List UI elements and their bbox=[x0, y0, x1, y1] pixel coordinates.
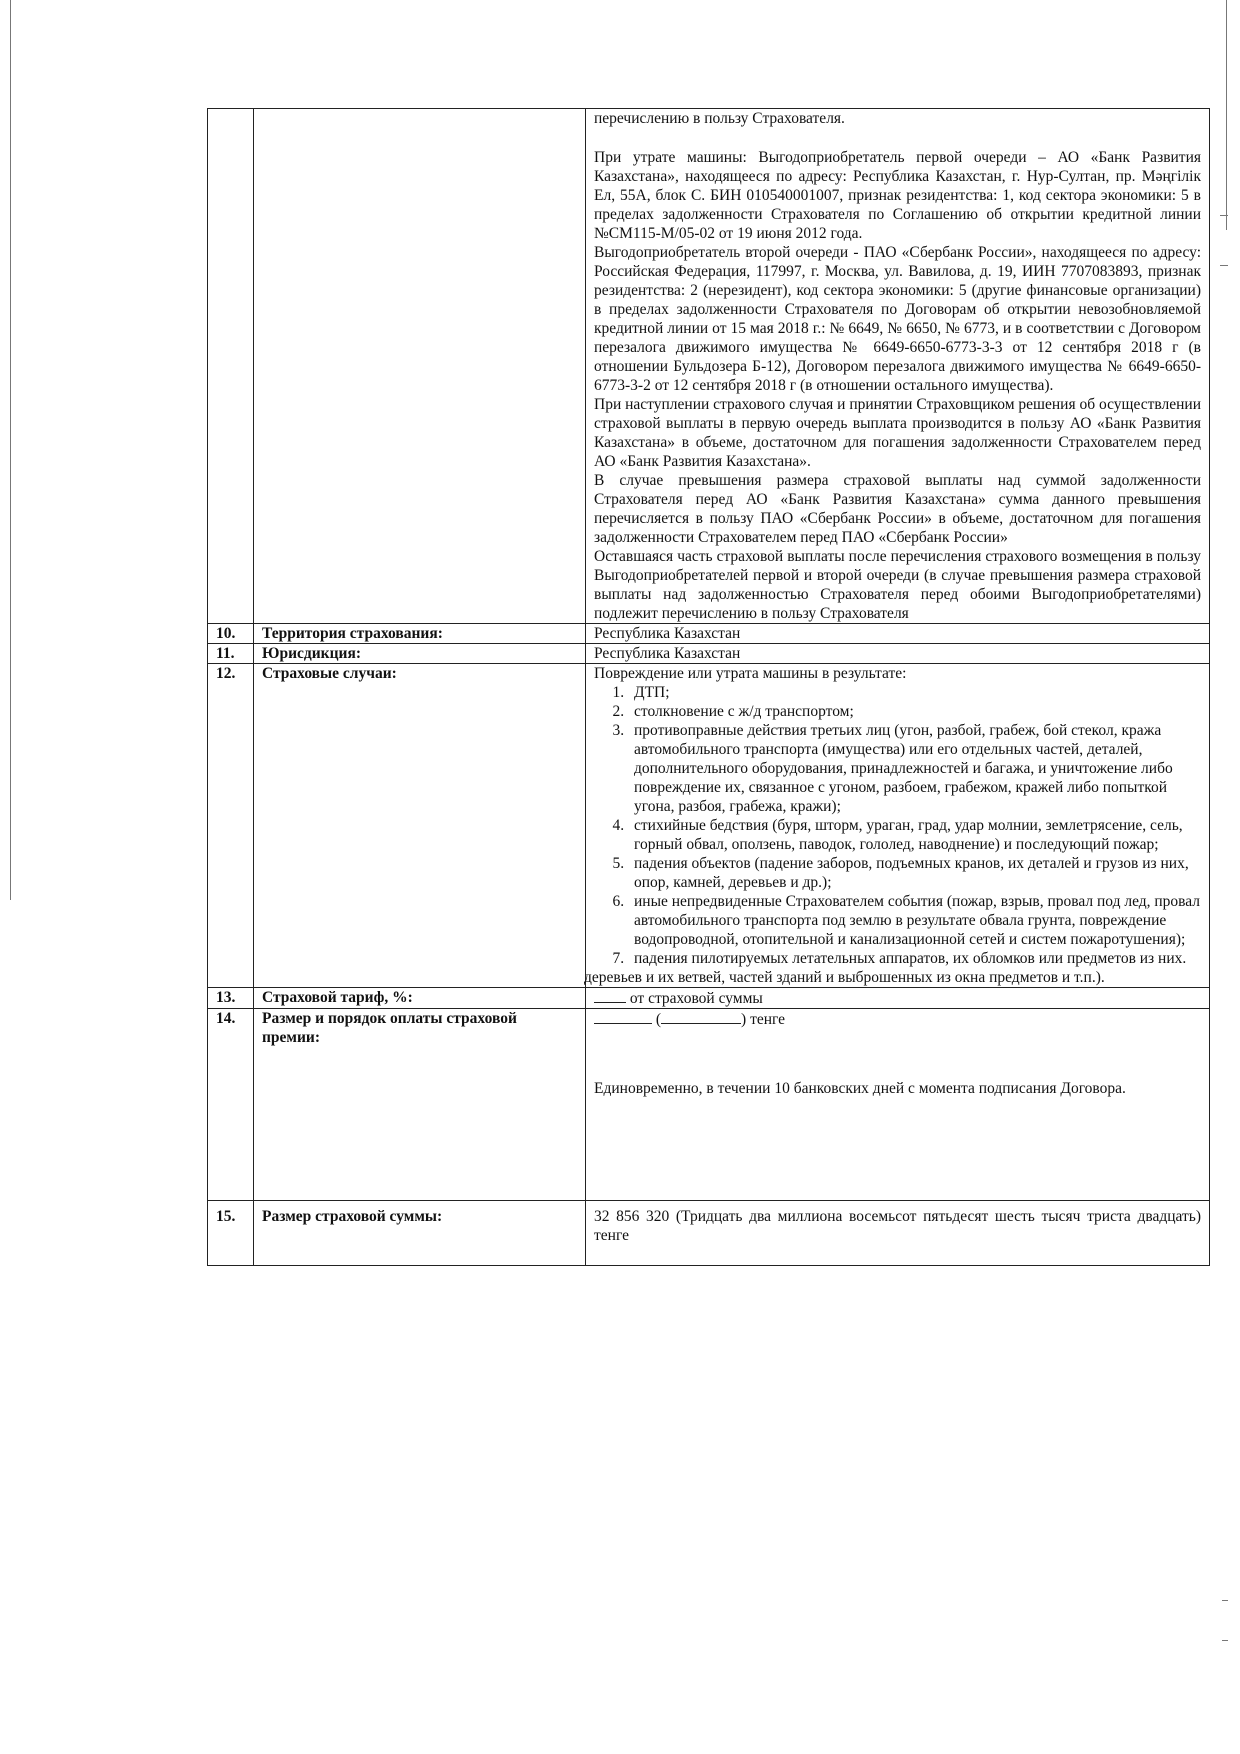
paragraph-excess-payment: В случае превышения размера страховой выплаты над суммой задолженности Страхователя перед АО «Банк Развития Казахстана» сумма данного превышения перечисляется в пользу ПАО «Сбербанк России» в объеме, достаточном для погашения задолженности Страхователем перед ПАО «Сбербанк России» bbox=[594, 472, 1201, 546]
table-row-continuation bbox=[208, 109, 1210, 624]
row-label: Размер страховой суммы: bbox=[254, 1201, 586, 1266]
table-row-sum-insured bbox=[208, 1201, 1210, 1266]
premium-amount-line bbox=[594, 1009, 1201, 1029]
row-number: 14. bbox=[208, 1009, 254, 1201]
list-item: 6. иные непредвиденные Страхователем события (пожар, взрыв, провал под лед, провал автомобильного транспорта под землю в результате обвала грунта, повреждение водопроводной, отопительной и канализационной сетей и систем пожаротушения); bbox=[628, 892, 1201, 949]
premium-currency: ) тенге bbox=[741, 1011, 786, 1028]
row-label: Страховые случаи: bbox=[254, 664, 586, 988]
premium-payment-terms: Единовременно, в течении 10 банковских дней с момента подписания Договора. bbox=[594, 1080, 1126, 1097]
paragraph-first-beneficiary: При утрате машины: Выгодоприобретатель первой очереди – АО «Банк Развития Казахстана», находящееся по адресу: Республика Казахстан, г. Нур-Султан, пр. Мәңгілік Ел, 55А, блок С. БИН 010540001007, признак резидентства: 1, код сектора экономики: 5 в пределах задолженности Страхователя по Соглашению об открытии кредитной линии №СМ115-М/05-02 от 19 июня 2012 года. bbox=[594, 149, 1201, 242]
table-row-territory bbox=[208, 624, 1210, 644]
list-item: 1. ДТП; bbox=[628, 683, 1201, 702]
row-number: 11. bbox=[208, 644, 254, 664]
paragraph-payment-order: При наступлении страхового случая и принятии Страховщиком решения об осуществлении страховой выплаты в первую очередь выплата производится в пользу АО «Банк Развития Казахстана» в объеме, достаточном для погашения задолженности Страхователем перед АО «Банк Развития Казахстана». bbox=[594, 396, 1201, 470]
row-value bbox=[586, 1201, 1210, 1266]
tariff-cell bbox=[586, 988, 1210, 1009]
row-label: Размер и порядок оплаты страховой премии: bbox=[254, 1009, 586, 1201]
row-value: Республика Казахстан bbox=[586, 624, 1210, 644]
row-number-cell bbox=[208, 109, 254, 624]
beneficiary-conditions-cell bbox=[586, 109, 1210, 624]
table-row-insured-events bbox=[208, 664, 1210, 988]
tariff-value: от страховой суммы bbox=[629, 990, 763, 1007]
paragraph-continuation: перечислению в пользу Страхователя. bbox=[594, 110, 845, 127]
premium-blank-line bbox=[594, 1009, 652, 1024]
list-item: 5. падения объектов (падение заборов, подъемных кранов, их деталей и грузов из них, опор, камней, деревьев и др.); bbox=[628, 854, 1201, 892]
row-value: Республика Казахстан bbox=[586, 644, 1210, 664]
list-item: 2. столкновение с ж/д транспортом; bbox=[628, 702, 1201, 721]
insured-events-tail: деревьев и их ветвей, частей зданий и выброшенных из окна предметов и т.п.). bbox=[584, 969, 1105, 986]
scan-margin-dash bbox=[1220, 215, 1228, 216]
list-item: 4. стихийные бедствия (буря, шторм, ураган, град, удар молнии, землетрясение, сель, горный обвал, оползень, паводок, гололед, наводнение) и последующий пожар; bbox=[628, 816, 1201, 854]
list-item: 3. противоправные действия третьих лиц (угон, разбой, грабеж, бой стекол, кража автомобильного транспорта (имущества) или его отдельных частей, деталей, дополнительного оборудования, принадлежностей и багажа, и уничтожение либо повреждение их, связанное с угоном, разбоем, грабежом, кражей либо попыткой угона, разбоя, грабежа, кражи); bbox=[628, 721, 1201, 816]
scan-margin-dash bbox=[1222, 1640, 1228, 1641]
scan-margin-dash bbox=[1222, 1600, 1228, 1601]
premium-cell bbox=[586, 1009, 1210, 1201]
paragraph-second-beneficiary: Выгодоприобретатель второй очереди - ПАО «Сбербанк России», находящееся по адресу: Российская Федерация, 117997, г. Москва, ул. Вавилова, д. 19, ИИН 7707083893, признак резидентства: 2 (нерезидент), код сектора экономики: 5 (другие финансовые организации) в пределах задолженности Страхователя по Договорам об открытии невозобновляемой кредитной линии от 15 мая 2018 г.: № 6649, № 6650, № 6773, и в соответствии с Договором перезалога движимого имущества № 6649-6650-6773-3-3 от 12 сентября 2018 г (в отношении Бульдозера Б-12), Договором перезалога движимого имущества № 6649-6650-6773-3-2 от 12 сентября 2018 г (в отношении остального имущества). bbox=[594, 244, 1201, 394]
list-item: 7. падения пилотируемых летательных аппаратов, их обломков или предметов из них. bbox=[628, 949, 1201, 968]
paragraph-remaining-payment: Оставшаяся часть страховой выплаты после перечисления страхового возмещения в пользу Выгодоприобретателей первой и второй очереди (в случае превышения размера страховой выплаты над задолженностью Страхователя перед обоими Выгодоприобретателями) подлежит перечислению в пользу Страхователя bbox=[594, 548, 1201, 622]
table-row-tariff bbox=[208, 988, 1210, 1009]
row-label-cell bbox=[254, 109, 586, 624]
row-label: Территория страхования: bbox=[254, 624, 586, 644]
scan-margin-dash bbox=[1220, 265, 1228, 266]
row-number: 13. bbox=[208, 988, 254, 1009]
row-number: 12. bbox=[208, 664, 254, 988]
tariff-blank-line bbox=[594, 988, 626, 1003]
premium-paren-open: ( bbox=[655, 1011, 662, 1028]
row-label: Юрисдикция: bbox=[254, 644, 586, 664]
insured-events-intro: Повреждение или утрата машины в результате: bbox=[594, 665, 907, 682]
sum-insured-value: 32 856 320 (Тридцать два миллиона восемьсот пятьдесят шесть тысяч триста двадцать) тенге bbox=[594, 1208, 1201, 1244]
row-label: Страховой тариф, %: bbox=[254, 988, 586, 1009]
row-number: 10. bbox=[208, 624, 254, 644]
table-row-premium bbox=[208, 1009, 1210, 1201]
insured-events-list bbox=[594, 683, 1201, 968]
scan-margin-line-left bbox=[10, 0, 11, 900]
insured-events-cell bbox=[586, 664, 1210, 988]
table-row-jurisdiction bbox=[208, 644, 1210, 664]
contract-table bbox=[207, 108, 1210, 1266]
row-number: 15. bbox=[208, 1201, 254, 1266]
paragraph-gap bbox=[594, 128, 1201, 148]
scan-margin-line-right bbox=[1226, 0, 1227, 230]
premium-words-blank-line bbox=[661, 1009, 741, 1024]
